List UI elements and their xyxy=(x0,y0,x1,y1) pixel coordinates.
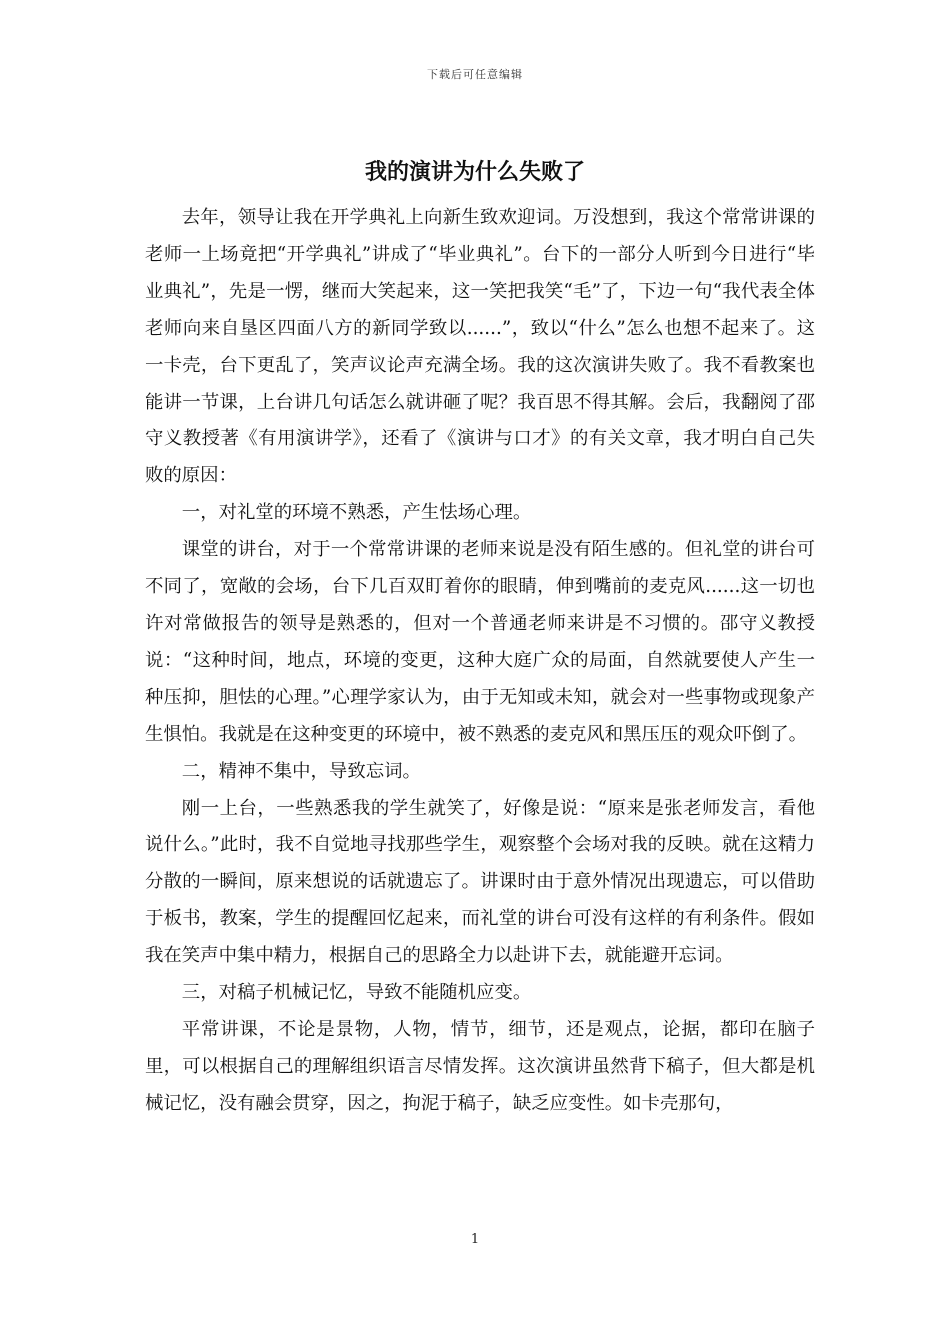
paragraph-section-3: 平常讲课，不论是景物，人物，情节，细节，还是观点，论据，都印在脑子里，可以根据自己的理解组织语言尽情发挥。这次演讲虽然背下稿子，但大都是机械记忆，没有融会贯穿，因之，拘泥于稿子，缺乏应变性。如卡壳那句， xyxy=(145,1018,815,1114)
section-heading-3: 三，对稿子机械记忆，导致不能随机应变。 xyxy=(181,982,532,1004)
section-heading-2: 二，精神不集中，导致忘词。 xyxy=(181,760,421,782)
paragraph-intro: 去年，领导让我在开学典礼上向新生致欢迎词。万没想到，我这个常常讲课的老师一上场竟把“开学典礼”讲成了“毕业典礼”。台下的一部分人听到今日进行“毕业典礼”，先是一愣，继而大笑起来，这一笑把我笑“毛”了，下边一句“我代表全体老师向来自垦区四面八方的新同学致以......”，致以“什么”怎么也想不起来了。这一卡壳，台下更乱了，笑声议论声充满全场。我的这次演讲失败了。我不看教案也能讲一节课，上台讲几句话怎么就讲砸了呢？我百思不得其解。会后，我翻阅了邵守义教授著《有用演讲学》，还看了《演讲与口才》的有关文章，我才明白自己失败的原因： xyxy=(145,207,815,487)
body-text xyxy=(145,200,815,1123)
paragraph-section-1: 课堂的讲台，对于一个常常讲课的老师来说是没有陌生感的。但礼堂的讲台可不同了，宽敞的会场，台下几百双盯着你的眼睛，伸到嘴前的麦克风......这一切也许对常做报告的领导是熟悉的，但对一个普通老师来讲是不习惯的。邵守义教授说：“这种时间，地点，环境的变更，这种大庭广众的局面，自然就要使人产生一种压抑，胆怯的心理。”心理学家认为，由于无知或未知，就会对一些事物或现象产生惧怕。我就是在这种变更的环境中，被不熟悉的麦克风和黑压压的观众吓倒了。 xyxy=(145,539,815,745)
document-title: 我的演讲为什么失败了 xyxy=(364,160,585,185)
paragraph-section-2: 刚一上台，一些熟悉我的学生就笑了，好像是说：“原来是张老师发言，看他说什么。”此时，我不自觉地寻找那些学生，观察整个会场对我的反映。就在这精力分散的一瞬间，原来想说的话就遗忘了。讲课时由于意外情况出现遗忘，可以借助于板书，教案，学生的提醒回忆起来，而礼堂的讲台可没有这样的有利条件。假如我在笑声中集中精力，根据自己的思路全力以赴讲下去，就能避开忘词。 xyxy=(145,797,815,967)
header-note: 下载后可任意编辑 xyxy=(427,68,523,81)
section-heading-1: 一，对礼堂的环境不熟悉，产生怯场心理。 xyxy=(181,502,532,524)
page-number: 1 xyxy=(470,1232,480,1247)
